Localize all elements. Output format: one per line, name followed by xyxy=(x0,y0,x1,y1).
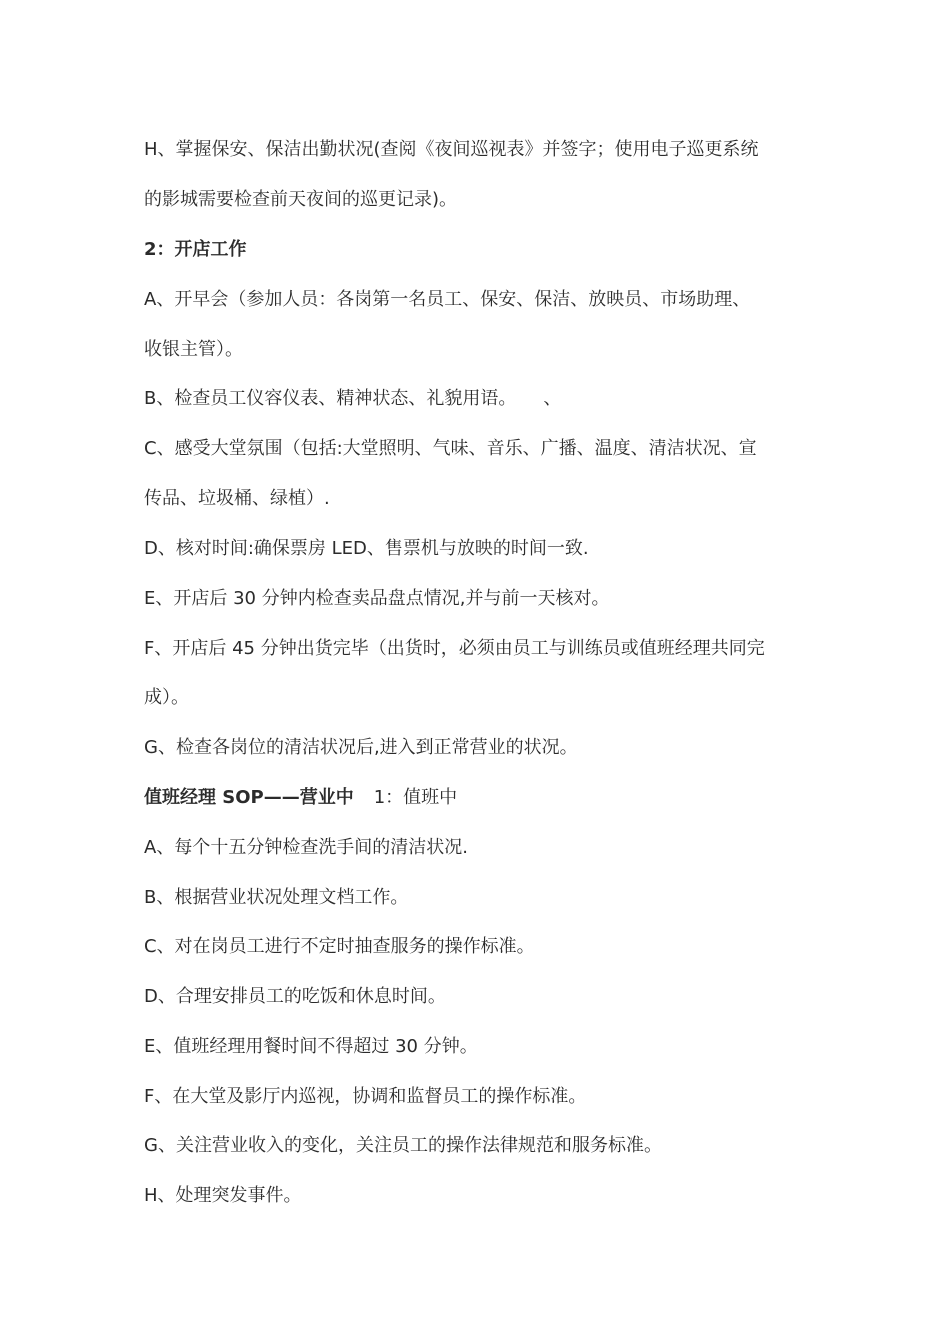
list-item: G、关注营业收入的变化，关注员工的操作法律规范和服务标准。 xyxy=(144,1135,662,1156)
paragraph-line: 的影城需要检查前天夜间的巡更记录)。 xyxy=(144,189,458,210)
paragraph-line: C、感受大堂氛围（包括:大堂照明、气味、音乐、广播、温度、清洁状况、宣 xyxy=(144,438,757,459)
sop-heading xyxy=(144,785,844,811)
list-item: A、每个十五分钟检查洗手间的清洁状况. xyxy=(144,837,469,858)
paragraph-line: F、开店后 45 分钟出货完毕（出货时，必须由员工与训练员或值班经理共同完 xyxy=(144,638,765,659)
sop-heading-subtitle: 1：值班中 xyxy=(373,787,458,808)
paragraph-line: A、开早会（参加人员：各岗第一名员工、保安、保洁、放映员、市场助理、 xyxy=(144,289,751,310)
paragraph-line: 传品、垃圾桶、绿植）. xyxy=(144,488,330,509)
list-item: C、对在岗员工进行不定时抽查服务的操作标准。 xyxy=(144,936,535,957)
list-item: F、在大堂及影厅内巡视，协调和监督员工的操作标准。 xyxy=(144,1086,587,1107)
paragraph-line: D、核对时间:确保票房 LED、售票机与放映的时间一致. xyxy=(144,538,589,559)
paragraph-line: 收银主管）。 xyxy=(144,339,243,360)
paragraph-line: B、检查员工仪容仪表、精神状态、礼貌用语。 、 xyxy=(144,388,562,409)
sop-heading-title: 值班经理 SOP——营业中 xyxy=(144,787,354,808)
list-item: B、根据营业状况处理文档工作。 xyxy=(144,887,409,908)
paragraph-line: G、检查各岗位的清洁状况后,进入到正常营业的状况。 xyxy=(144,737,578,758)
section-heading: 2：开店工作 xyxy=(144,239,247,260)
list-item: H、处理突发事件。 xyxy=(144,1185,302,1206)
paragraph-line: E、开店后 30 分钟内检查卖品盘点情况,并与前一天核对。 xyxy=(144,588,610,609)
paragraph-line: H、掌握保安、保洁出勤状况(查阅《夜间巡视表》并签字；使用电子巡更系统 xyxy=(144,139,759,160)
list-item: E、值班经理用餐时间不得超过 30 分钟。 xyxy=(144,1036,478,1057)
list-item: D、合理安排员工的吃饭和休息时间。 xyxy=(144,986,446,1007)
paragraph-line: 成）。 xyxy=(144,687,189,708)
